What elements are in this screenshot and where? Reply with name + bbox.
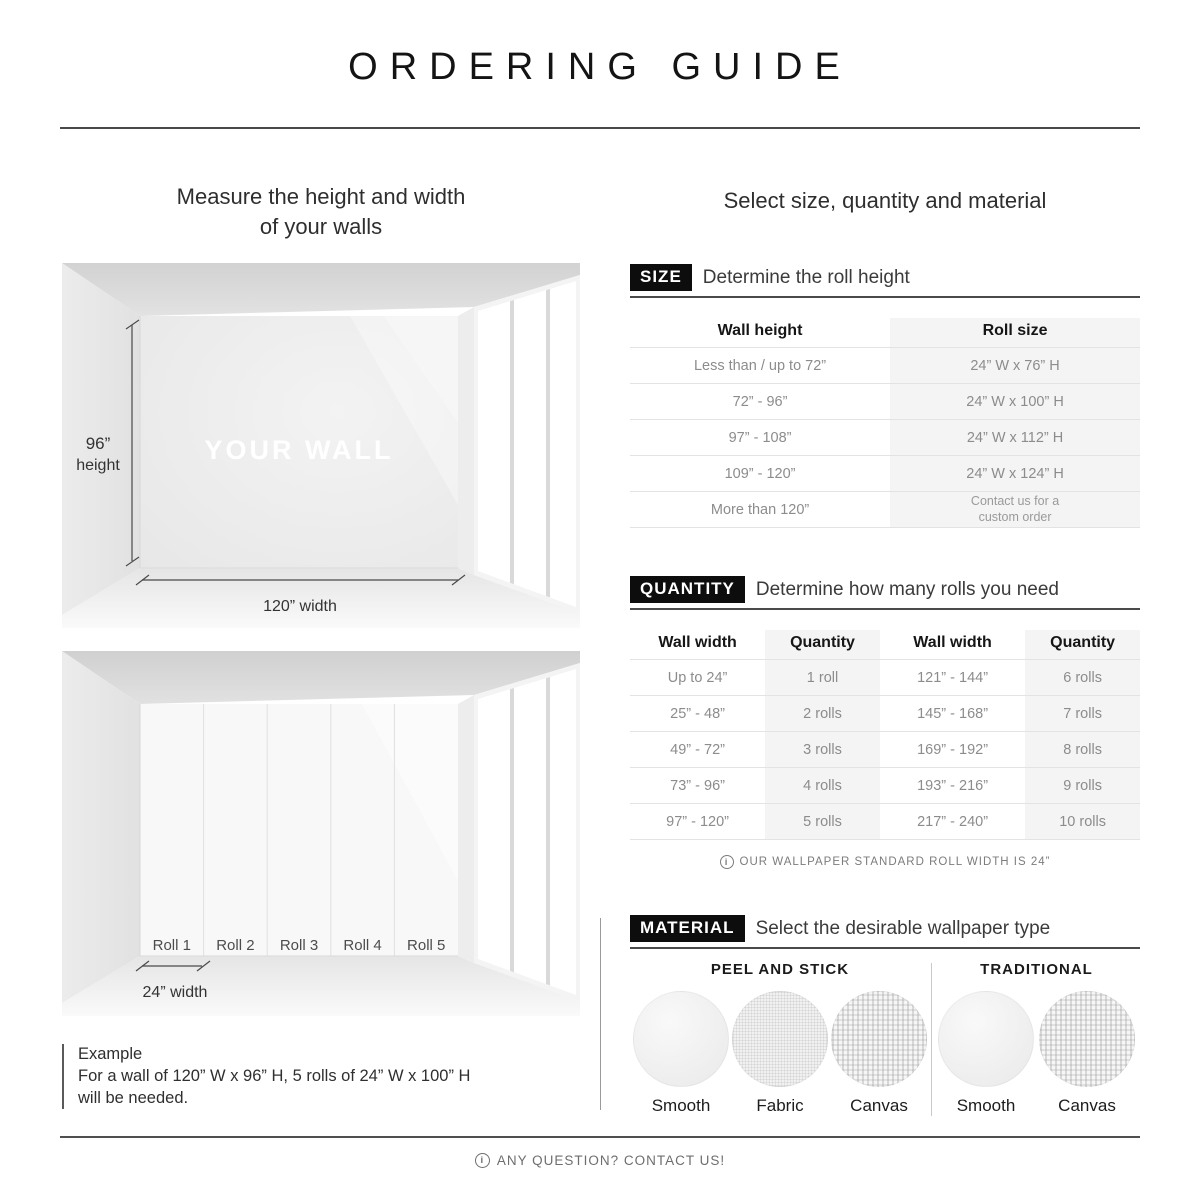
- roll-size-cell: 24” W x 124” H: [890, 456, 1140, 492]
- size-col-roll-size: Roll size: [890, 318, 1140, 348]
- quantity-cell: 6 rolls: [1025, 660, 1140, 696]
- material-section: [630, 915, 1140, 1116]
- swatch-label: Canvas: [850, 1096, 908, 1115]
- wall-width-cell: 121” - 144”: [917, 669, 989, 686]
- left-wall: [62, 651, 140, 1003]
- room-illustration-rolls: [62, 651, 580, 1016]
- note-text: OUR WALLPAPER STANDARD ROLL WIDTH IS 24”: [739, 856, 1051, 868]
- quantity-cell: 10 rolls: [1025, 804, 1140, 840]
- size-table-row: [630, 456, 1140, 492]
- example-line1: For a wall of 120” W x 96” H, 5 rolls of 24” W x 100” H: [78, 1066, 471, 1085]
- column-divider: [600, 918, 601, 1110]
- wall-height-cell: 109” - 120”: [724, 465, 796, 482]
- roll-size-cell: 24” W x 76” H: [890, 348, 1140, 384]
- size-table-row: [630, 384, 1140, 420]
- height-value-label: 96”: [85, 434, 111, 453]
- canvas-texture-swatch: [831, 991, 927, 1087]
- swatch-item-fabric: [732, 991, 828, 1116]
- wall-width-cell: 97” - 120”: [666, 813, 729, 830]
- roll-width-note: [630, 855, 1140, 869]
- roll-size-cell: 24” W x 112” H: [890, 420, 1140, 456]
- page-title: ORDERING GUIDE: [348, 46, 852, 88]
- canvas-texture-swatch: [1039, 991, 1135, 1087]
- material-badge: MATERIAL: [630, 915, 745, 942]
- material-groups: [630, 961, 1140, 1116]
- quantity-cell: 2 rolls: [765, 696, 880, 732]
- your-wall-label: YOUR WALL: [204, 435, 394, 465]
- size-table-row: [630, 492, 1140, 528]
- quantity-cell: 1 roll: [765, 660, 880, 696]
- quantity-cell: 3 rolls: [765, 732, 880, 768]
- quantity-table-row: [630, 804, 1140, 840]
- footer-text: ANY QUESTION? CONTACT US!: [496, 1153, 726, 1168]
- swatch-item-smooth: [938, 991, 1034, 1116]
- material-group-peel-and-stick: [630, 961, 930, 1116]
- smooth-texture-swatch: [938, 991, 1034, 1087]
- quantity-table-row: [630, 660, 1140, 696]
- quantity-cell: 7 rolls: [1025, 696, 1140, 732]
- room-rolls-svg: [62, 651, 580, 1016]
- roll-size-cell: 24” W x 100” H: [890, 384, 1140, 420]
- height-word-label: height: [76, 457, 120, 474]
- info-icon: i: [475, 1153, 490, 1168]
- window-jamb: [458, 307, 474, 575]
- size-section-header: [630, 264, 1140, 298]
- wall-width-cell: 73” - 96”: [670, 777, 725, 794]
- qty-col-quantity-1: Quantity: [765, 630, 880, 660]
- roll-label: Roll 4: [343, 937, 382, 954]
- fabric-texture-swatch: [732, 991, 828, 1087]
- right-column-heading: Select size, quantity and material: [723, 188, 1047, 213]
- size-badge: SIZE: [630, 264, 692, 291]
- swatch-label: Fabric: [756, 1096, 804, 1115]
- quantity-table: [630, 630, 1140, 840]
- quantity-badge: QUANTITY: [630, 576, 745, 603]
- quantity-cell: 8 rolls: [1025, 732, 1140, 768]
- swatch-row: [630, 991, 930, 1116]
- wall-width-cell: 217” - 240”: [917, 813, 989, 830]
- window-jamb: [458, 695, 474, 963]
- quantity-section: [630, 576, 1140, 869]
- roll-size-cell: [890, 492, 1140, 528]
- quantity-section-header: [630, 576, 1140, 610]
- wall-width-cell: Up to 24”: [667, 669, 728, 686]
- roll-label: Roll 2: [216, 937, 255, 954]
- wall-width-cell: 169” - 192”: [917, 741, 989, 758]
- qty-col-quantity-2: Quantity: [1025, 630, 1140, 660]
- roll-label: Roll 3: [279, 937, 319, 954]
- swatch-label: Smooth: [651, 1096, 711, 1115]
- window-panes: [478, 281, 576, 607]
- example-line2: will be needed.: [78, 1088, 189, 1107]
- size-table-row: [630, 348, 1140, 384]
- window-mullion: [510, 688, 514, 972]
- window-mullion: [510, 300, 514, 584]
- group-title: TRADITIONAL: [980, 961, 1093, 978]
- swatch-item-smooth: [633, 991, 729, 1116]
- material-section-header: [630, 915, 1140, 949]
- quantity-subtitle: Determine how many rolls you need: [755, 578, 1059, 600]
- quantity-cell: 9 rolls: [1025, 768, 1140, 804]
- wall-width-cell: 193” - 216”: [917, 777, 989, 794]
- left-heading-line1: Measure the height and width: [176, 184, 466, 209]
- footer-divider: [60, 1136, 1140, 1138]
- window-mullion: [546, 289, 550, 597]
- size-table: [630, 318, 1140, 528]
- left-heading-line2: of your walls: [259, 213, 383, 239]
- quantity-cell: 4 rolls: [765, 768, 880, 804]
- swatch-item-canvas: [1039, 991, 1135, 1116]
- material-group-traditional: [933, 961, 1140, 1116]
- size-subtitle: Determine the roll height: [702, 266, 910, 288]
- roll-label: Roll 5: [407, 937, 446, 954]
- size-table-row: [630, 420, 1140, 456]
- swatch-row: [933, 991, 1140, 1116]
- size-table-header-row: [630, 318, 1140, 348]
- title-divider: [60, 127, 1140, 129]
- swatch-item-canvas: [831, 991, 927, 1116]
- example-title: Example: [78, 1045, 143, 1063]
- roll-width-label: 24” width: [142, 984, 208, 1001]
- group-title: PEEL AND STICK: [710, 961, 850, 978]
- qty-col-wall-width-1: Wall width: [658, 634, 737, 651]
- qty-col-wall-width-2: Wall width: [913, 634, 992, 651]
- footer-contact: [0, 1153, 1200, 1168]
- wall-height-cell: Less than / up to 72”: [693, 357, 827, 374]
- quantity-table-row: [630, 696, 1140, 732]
- material-group-divider: [931, 963, 932, 1116]
- quantity-table-header-row: [630, 630, 1140, 660]
- swatch-label: Smooth: [956, 1096, 1016, 1115]
- roll-label: Roll 1: [152, 937, 191, 954]
- room-illustration-measure: [62, 263, 580, 628]
- wall-height-cell: More than 120”: [710, 501, 810, 518]
- wall-height-cell: 97” - 108”: [728, 429, 792, 446]
- wall-width-cell: 49” - 72”: [670, 741, 725, 758]
- info-icon: i: [720, 855, 734, 869]
- custom-order-text: Contact us for a custom order: [970, 493, 1060, 524]
- wall-width-cell: 25” - 48”: [670, 705, 725, 722]
- wall-width-cell: 145” - 168”: [917, 705, 989, 722]
- left-column-heading: [62, 182, 580, 241]
- window-mullion: [546, 677, 550, 985]
- size-section: [630, 264, 1140, 528]
- swatch-label: Canvas: [1058, 1096, 1116, 1115]
- quantity-table-row: [630, 732, 1140, 768]
- wall-height-cell: 72” - 96”: [732, 393, 788, 410]
- example-note: [62, 1044, 562, 1109]
- width-label: 120” width: [263, 598, 337, 615]
- smooth-texture-swatch: [633, 991, 729, 1087]
- size-col-wall-height: Wall height: [717, 322, 803, 339]
- quantity-cell: 5 rolls: [765, 804, 880, 840]
- window-panes: [478, 669, 576, 995]
- material-subtitle: Select the desirable wallpaper type: [755, 917, 1051, 939]
- quantity-table-row: [630, 768, 1140, 804]
- room-measure-svg: [62, 263, 580, 628]
